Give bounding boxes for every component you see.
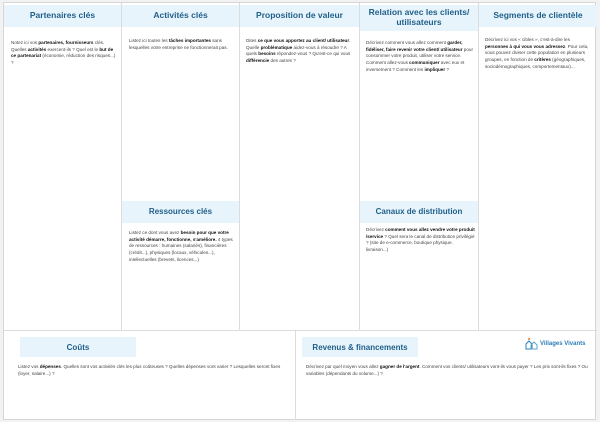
revenus-block <box>296 330 597 420</box>
logo-text: Villages Vivants <box>540 341 586 347</box>
segments-text: Décrivez ici vos « cibles », c'est-à-dire les personnes à qui vous vous adressez. Pour cela, vous pouvez diviser cette population en plusieurs groupes, en fonction de critères (géographiques, sociodémographiques, comportementaux)... <box>485 37 589 69</box>
segments-title: Segments de clientèle <box>479 5 597 27</box>
revenus-text: Décrivez par quel moyen vous allez gagner de l'argent. Comment vos clients/ utilisateurs vont-ils vous payer ? Les prix sont-ils fixes ? Ou variables (dépendants du volume...) ? <box>306 364 588 376</box>
villages-vivants-logo <box>524 337 585 351</box>
village-icon <box>524 337 538 351</box>
activites-title: Activités clés <box>122 5 239 27</box>
canaux-text: Décrivez comment vous allez vendre votre produit /service ? Quel sera le canal de distribution privilégié ? (site de e-commerce, boutique physique, livraison...) <box>366 227 475 252</box>
partenaires-text: Notez ici vos partenaires, fournisseurs clés. Quelles activités exercent-ils ? Quel est le but de ce partenariat (économie, réduction des risques...) ? <box>11 40 116 65</box>
relation-text: Décrivez comment vous allez comment garder, fidéliser, faire revenir votre client/ utilisateur pour consommer votre produit, utiliser votre service. Comment allez-vous communiquer avec eux et inversement ? Comment les impliquer ? <box>366 40 473 72</box>
proposition-text: Dites ce que vous apportez au client/ utilisateur. Quelle problématique aidez-vous à résoudre ? A quels besoins répondez-vous ? Qu'est-ce qui vous différencie des autres ? <box>246 38 351 63</box>
couts-block <box>4 330 296 420</box>
relation-block <box>360 3 479 330</box>
revenus-title: Revenus & financements <box>302 337 418 357</box>
segments-block <box>479 3 597 330</box>
ressources-title: Ressources clés <box>122 201 239 223</box>
canaux-title: Canaux de distribution <box>360 201 478 223</box>
proposition-block <box>240 3 360 330</box>
partenaires-block <box>4 3 122 330</box>
relation-title: Relation avec les clients/ utilisateurs <box>360 5 478 31</box>
ressources-text: Listez ce dont vous avez besoin pour que votre activité démarre, fonctionne, s'améliore. 4 types de ressources : humaines (salariés), financières (crédit...), physiques (locaux, véhicules...), intellectuelles (brevets, licences...) <box>129 230 233 262</box>
couts-text: Listez vos dépenses. Quelles sont vos activités clés les plus coûteuses ? Quelles dépenses vont varier ? Lesquelles seront fixes (loyer, salaire...) ? <box>18 364 281 376</box>
proposition-title: Proposition de valeur <box>240 5 359 27</box>
partenaires-title: Partenaires clés <box>4 5 121 27</box>
activites-text: Listez ici toutes les tâches importantes sans lesquelles votre entreprise ne fonctionnerait pas. <box>129 38 228 50</box>
couts-title: Coûts <box>20 337 136 357</box>
activites-block <box>122 3 240 330</box>
business-model-canvas <box>3 2 596 420</box>
